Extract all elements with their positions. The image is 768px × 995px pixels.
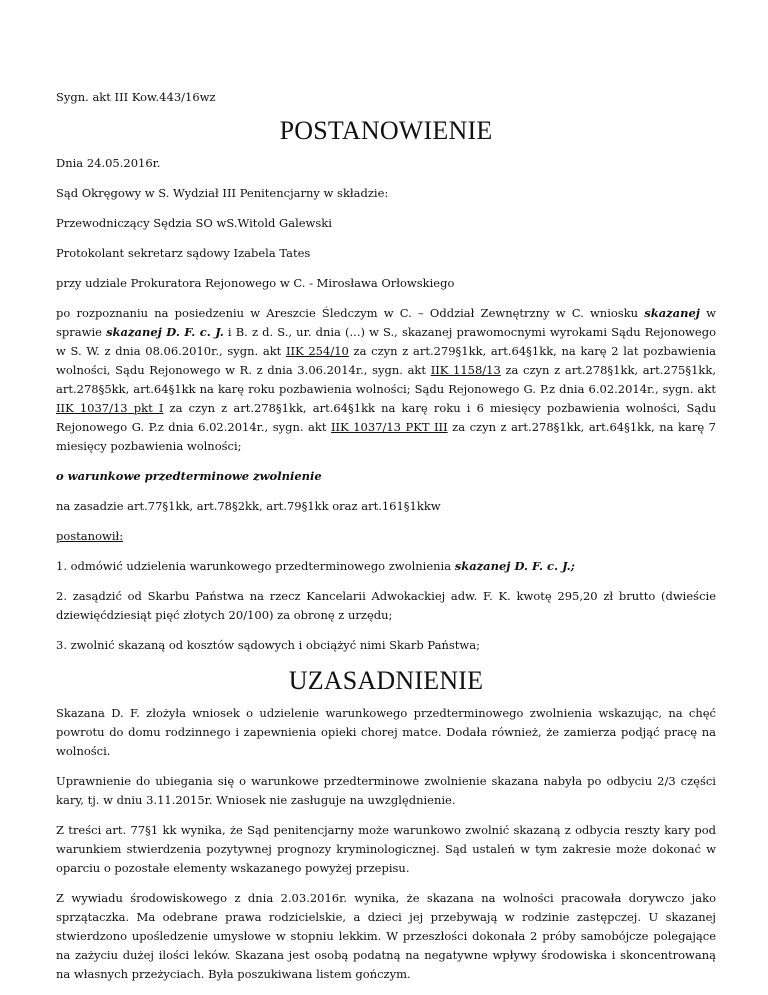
- ruling-item-3: 3. zwolnić skazaną od kosztów sądowych i obciążyć nimi Skarb Państwa;: [56, 638, 480, 652]
- convict-term: skazanej: [644, 306, 700, 320]
- document-page: [56, 88, 716, 995]
- justification-title: UZASADNIENIE: [288, 666, 484, 695]
- ruling-item-2: 2. zasądzić od Skarbu Państwa na rzecz Kancelarii Adwokackiej adw. F. K. kwotę 295,20 zł brutto (dwieście dziewięćdziesiąt pięć złotych 20/100) za obronę z urzędu;: [56, 589, 716, 622]
- justification-paragraph-2: Uprawnienie do ubiegania się o warunkowe przedterminowe zwolnienie skazana nabyła po odbyciu 2/3 części kary, tj. w dniu 3.11.2015r. Wniosek nie zasługuje na uwzględnienie.: [56, 774, 716, 807]
- convict-name: skazanej D. F. c. J.: [106, 325, 224, 339]
- justification-paragraph-1: Skazana D. F. złożyła wniosek o udzielenie warunkowego przedterminowego zwolnienia wskazując, na chęć powrotu do domu rodzinnego i zapewnienia opieki chorej matce. Dodała również, że zamierza podjąć pracę na wolności.: [56, 706, 716, 758]
- justification-paragraph-4: Z wywiadu środowiskowego z dnia 2.03.2016r. wynika, że skazana na wolności pracowała dorywczo jako sprzątaczka. Ma odebrane prawa rodzicielskie, a dzieci jej przebywają w rodzinie zastępczej. U skazanej stwierdzono upośledzenie umysłowe w stopniu lekkim. W przeszłości dokonała 2 próby samobójcze polegające na zażyciu dużej ilości leków. Skazana jest osobą podatną na negatywne wpływy środowiska i skoncentrowaną na własnych przeżyciach. Była poszukiwana listem gończym.: [56, 891, 716, 981]
- legal-basis: na zasadzie art.77§1kk, art.78§2kk, art.79§1kk oraz art.161§1kkw: [56, 499, 441, 513]
- justification-paragraph-3: Z treści art. 77§1 kk wynika, że Sąd penitencjarny może warunkowo zwolnić skazaną z odbycia reszty kary pod warunkiem stwierdzenia pozytywnej prognozy kryminologicznej. Sąd ustaleń w tym zakresie może dokonać w oparciu o pozostałe elementy wskazanego powyżej przepisu.: [56, 823, 716, 875]
- prosecutor-line: przy udziale Prokuratora Rejonowego w C. - Mirosława Orłowskiego: [56, 276, 455, 290]
- ruling-item-1: 1. odmówić udzielenia warunkowego przedterminowego zwolnienia skazanej D. F. c. J.;: [56, 559, 575, 573]
- case-subject: o warunkowe przedterminowe zwolnienie: [56, 469, 322, 483]
- court-recorder: Protokolant sekretarz sądowy Izabela Tates: [56, 246, 311, 260]
- convict-name-ruling: skazanej D. F. c. J.;: [454, 559, 575, 573]
- case-ref-4: IIK 1037/13 PKT III: [331, 420, 448, 434]
- decided-heading: postanowił:: [56, 529, 124, 543]
- case-ref-1: IIK 254/10: [286, 344, 349, 358]
- case-signature: Sygn. akt III Kow.443/16wz: [56, 90, 216, 104]
- case-description: po rozpoznaniu na posiedzeniu w Areszcie Śledczym w C. – Oddział Zewnętrzny w C. wniosku skazanej w sprawie skazanej D. F. c. J. i B. z d. S., ur. dnia (...) w S., skazanej prawomocnymi wyrokami Sądu Rejonowego w S. W. z dnia 08.06.2010r., sygn. akt IIK 254/10 za czyn z art.279§1kk, art.64§1kk, na karę 2 lat pozbawienia wolności, Sądu Rejonowego w R. z dnia 3.06.2014r., sygn. akt IIK 1158/13 za czyn z art.278§1kk, art.275§1kk, art.278§5kk, art.64§1kk na karę roku pozbawienia wolności; Sądu Rejonowego G. P.z dnia 6.02.2014r., sygn. akt IIK 1037/13 pkt I za czyn z art.278§1kk, art.64§1kk na karę roku i 6 miesięcy pozbawienia wolności, Sądu Rejonowego G. P.z dnia 6.02.2014r., sygn. akt IIK 1037/13 PKT III za czyn z art.278§1kk, art.64§1kk, na karę 7 miesięcy pozbawienia wolności;: [56, 306, 716, 453]
- decision-date: Dnia 24.05.2016r.: [56, 156, 161, 170]
- case-ref-2: IIK 1158/13: [430, 363, 501, 377]
- court-composition: Sąd Okręgowy w S. Wydział III Penitencjarny w składzie:: [56, 186, 389, 200]
- document-title: POSTANOWIENIE: [279, 116, 493, 145]
- case-ref-3: IIK 1037/13 pkt I: [56, 401, 164, 415]
- presiding-judge: Przewodniczący Sędzia SO wS.Witold Galewski: [56, 216, 332, 230]
